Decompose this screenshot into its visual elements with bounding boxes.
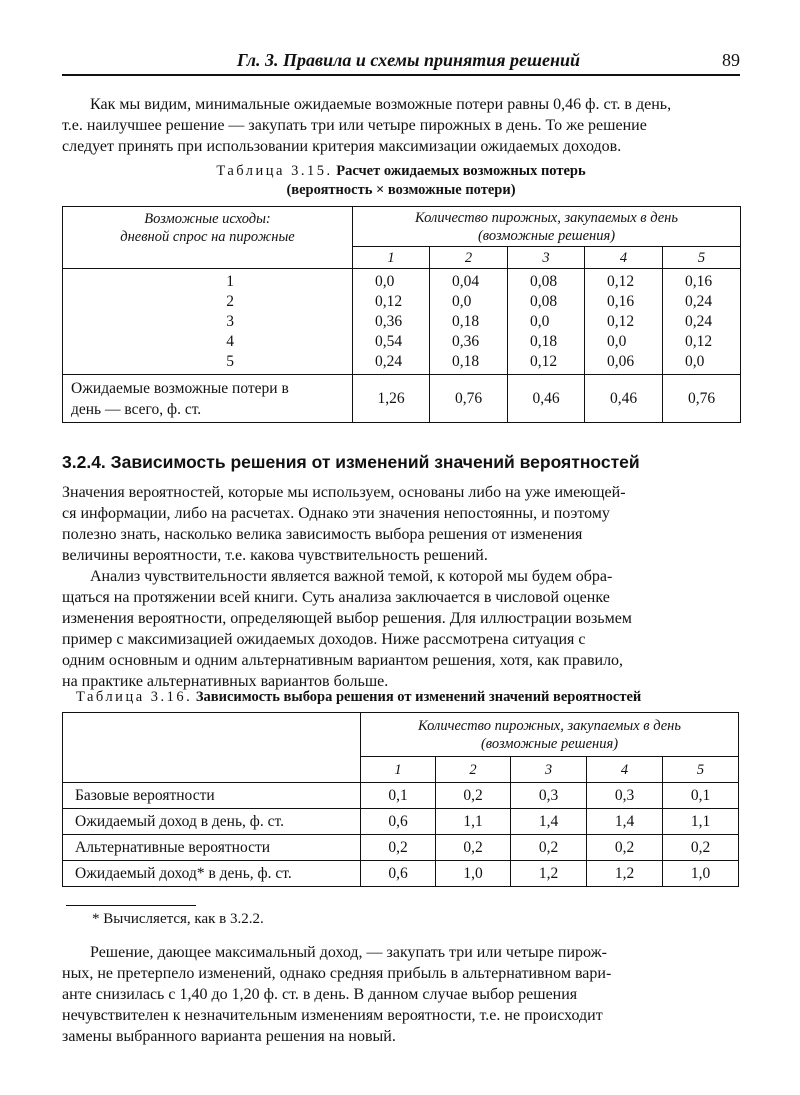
table-row: Ожидаемый доход* в день, ф. ст. 0,6 1,0 1,2 1,2 1,0 (63, 861, 739, 887)
text-line: нечувствителен к незначительным изменениям вероятности, т.е. не происходит (62, 1007, 603, 1024)
column-group-header: Количество пирожных, закупаемых в день (возможные решения) (353, 207, 741, 247)
text-line: ся информации, либо на расчетах. Однако эти значения непостоянны, и поэтому (62, 505, 610, 522)
table-row: Ожидаемый доход в день, ф. ст. 0,6 1,1 1,4 1,4 1,1 (63, 809, 739, 835)
table-row: Альтернативные вероятности 0,2 0,2 0,2 0,2 0,2 (63, 835, 739, 861)
column-header: 1 (353, 247, 430, 269)
text-line: пример с максимизацией ожидаемых доходов. Ниже рассмотрена ситуация с (62, 631, 586, 648)
table-caption (62, 162, 740, 200)
text-line: т.е. наилучшее решение — закупать три или четыре пирожных в день. То же решение (62, 117, 647, 134)
page-number: 89 (722, 50, 740, 70)
intro-paragraph (62, 94, 740, 157)
text-line: следует принять при использовании критерия максимизации ожидаемых доходов. (62, 138, 622, 155)
values-column: 0,12 0,16 0,12 0,0 0,06 (585, 269, 663, 375)
text-line: щаться на протяжении всей книги. Суть анализа заключается в числовой оценке (62, 589, 610, 606)
total-value: 0,46 (585, 375, 663, 423)
footnote: * Вычисляется, как в 3.2.2. (92, 911, 264, 927)
footnote-rule (66, 905, 196, 906)
table-subtitle: (вероятность × возможные потери) (286, 182, 516, 198)
expected-losses-table (62, 206, 741, 423)
values-column: 0,08 0,08 0,0 0,18 0,12 (508, 269, 585, 375)
table-title: Расчет ожидаемых возможных потерь (336, 163, 586, 179)
table-title: Зависимость выбора решения от изменений значений вероятностей (195, 689, 642, 705)
text-line: Анализ чувствительности является важной темой, к которой мы будем обра- (90, 568, 613, 585)
column-group-header: Количество пирожных, закупаемых в день (возможные решения) (361, 713, 739, 757)
running-head (62, 50, 740, 76)
text-line: полезно знать, насколько велика зависимость выбора решения от изменения (62, 526, 583, 543)
text-line: Значения вероятностей, которые мы используем, основаны либо на уже имеющей- (62, 484, 626, 501)
values-column: 0,0 0,12 0,36 0,54 0,24 (353, 269, 430, 375)
total-value: 1,26 (353, 375, 430, 423)
text-line: изменения вероятности, определяющей выбор решения. Для иллюстрации возьмем (62, 610, 632, 627)
section-heading: 3.2.4. Зависимость решения от изменений значений вероятностей (62, 452, 640, 472)
total-value: 0,76 (430, 375, 508, 423)
column-header: 1 (361, 757, 436, 783)
column-header: 3 (511, 757, 587, 783)
empty-header-cell (63, 713, 361, 783)
total-label: Ожидаемые возможные потери в день — всего, ф. ст. (63, 375, 353, 423)
column-header: 4 (585, 247, 663, 269)
sensitivity-table (62, 712, 739, 887)
text-line: ных, не претерпело изменений, однако средняя прибыль в альтернативном вари- (62, 965, 612, 982)
column-header: 4 (587, 757, 663, 783)
text-line: анте снизилась с 1,40 до 1,20 ф. ст. в день. В данном случае выбор решения (62, 986, 578, 1003)
paragraph (62, 942, 740, 1047)
paragraph (62, 566, 740, 692)
text-line: Как мы видим, минимальные ожидаемые возможные потери равны 0,46 ф. ст. в день, (90, 96, 672, 113)
table-row: Базовые вероятности 0,1 0,2 0,3 0,3 0,1 (63, 783, 739, 809)
table-label: Таблица 3.16. (76, 689, 193, 705)
row-header: Возможные исходы: дневной спрос на пирожные (63, 207, 353, 269)
column-header: 3 (508, 247, 585, 269)
paragraph (62, 482, 740, 566)
total-value: 0,46 (508, 375, 585, 423)
column-header: 5 (663, 247, 741, 269)
text-line: замены выбранного варианта решения на новый. (62, 1028, 396, 1045)
outcomes-cell: 1 2 3 4 5 (63, 269, 353, 375)
column-header: 2 (436, 757, 511, 783)
chapter-title: Гл. 3. Правила и схемы принятия решений (236, 50, 580, 70)
text-line: на практике альтернативных вариантов больше. (62, 673, 389, 690)
column-header: 2 (430, 247, 508, 269)
values-column: 0,04 0,0 0,18 0,36 0,18 (430, 269, 508, 375)
column-header: 5 (663, 757, 739, 783)
text-line: одним основным и одним альтернативным вариантом решения, хотя, как правило, (62, 652, 624, 669)
values-column: 0,16 0,24 0,24 0,12 0,0 (663, 269, 741, 375)
table-label: Таблица 3.15. (216, 163, 333, 179)
total-value: 0,76 (663, 375, 741, 423)
text-line: величины вероятности, т.е. какова чувствительность решений. (62, 547, 488, 564)
table-caption (76, 688, 754, 707)
text-line: Решение, дающее максимальный доход, — закупать три или четыре пирож- (90, 944, 608, 961)
